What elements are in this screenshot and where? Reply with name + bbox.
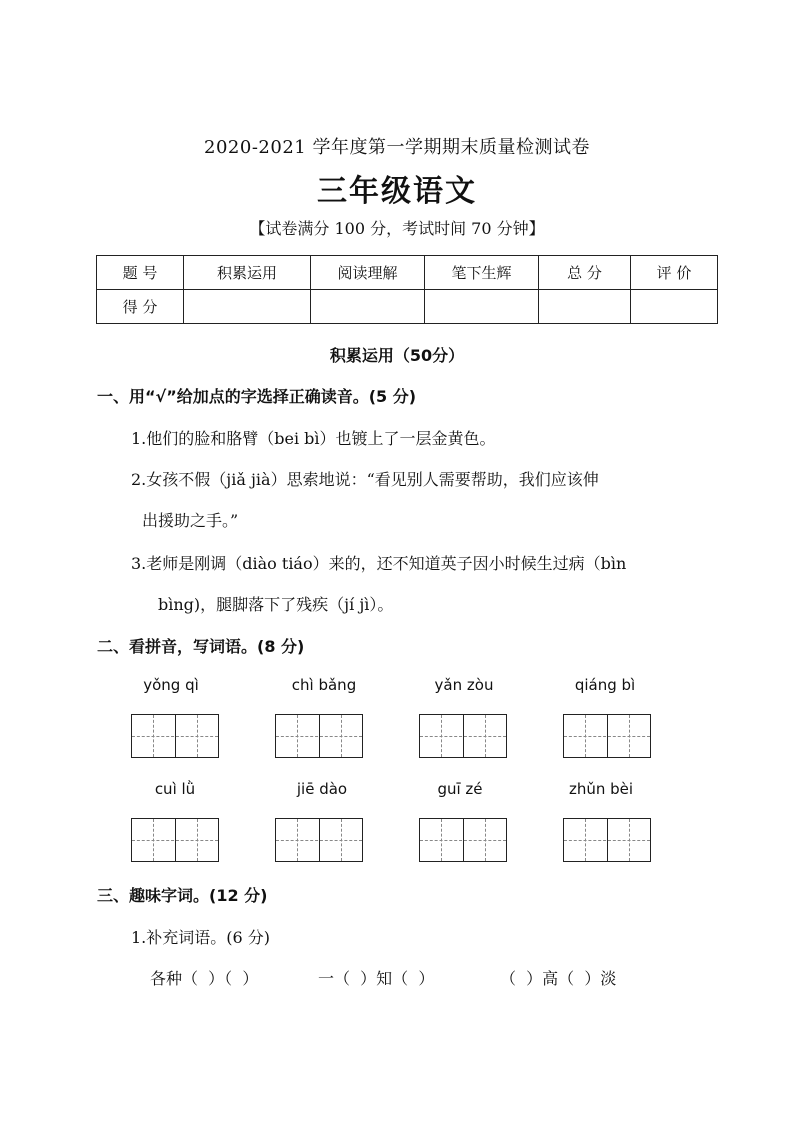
exam-note: 【试卷满分 100 分，考试时间 70 分钟】 bbox=[249, 219, 545, 238]
writing-grid[interactable] bbox=[563, 818, 651, 862]
pinyin-label: yǎn zòu bbox=[434, 676, 494, 694]
writing-grid[interactable] bbox=[131, 818, 219, 862]
question-1-item: 2.女孩不假（jiǎ jià）思索地说：“看见别人需要帮助，我们应该伸 bbox=[131, 470, 599, 489]
score-cell: 得 分 bbox=[97, 290, 184, 324]
score-input-cell[interactable] bbox=[311, 290, 425, 324]
score-cell: 题 号 bbox=[97, 256, 184, 290]
score-cell: 笔下生辉 bbox=[425, 256, 539, 290]
question-1-item: 3.老师是刚调（diào tiáo）来的，还不知道英子因小时候生过病（bìn bbox=[131, 554, 627, 573]
question-1-heading: 一、用“√”给加点的字选择正确读音。(5 分) bbox=[97, 387, 417, 406]
score-table-score-row bbox=[97, 290, 718, 324]
pinyin-label: jiē dào bbox=[296, 780, 348, 798]
question-1-item: 出援助之手。” bbox=[142, 511, 239, 530]
writing-grid[interactable] bbox=[419, 818, 507, 862]
pinyin-label: qiáng bì bbox=[574, 676, 636, 694]
writing-grid[interactable] bbox=[131, 714, 219, 758]
score-cell: 阅读理解 bbox=[311, 256, 425, 290]
exam-subject: 三年级语文 bbox=[317, 174, 477, 209]
fill-blank-item[interactable]: （ ）高（ ）淡 bbox=[500, 969, 617, 988]
fill-blank-item[interactable]: 一（ ）知（ ） bbox=[318, 969, 435, 988]
pinyin-label: zhǔn bèi bbox=[568, 780, 634, 798]
question-1-item: 1.他们的脸和胳臂（bei bì）也镀上了一层金黄色。 bbox=[131, 429, 496, 448]
pinyin-label: chì bǎng bbox=[291, 676, 357, 694]
score-cell: 总 分 bbox=[539, 256, 631, 290]
score-cell: 评 价 bbox=[631, 256, 718, 290]
score-cell: 积累运用 bbox=[184, 256, 311, 290]
score-input-cell[interactable] bbox=[631, 290, 718, 324]
writing-grid[interactable] bbox=[563, 714, 651, 758]
score-input-cell[interactable] bbox=[184, 290, 311, 324]
question-2-heading: 二、看拼音，写词语。(8 分) bbox=[97, 637, 305, 656]
writing-grid[interactable] bbox=[275, 818, 363, 862]
pinyin-label: guī zé bbox=[437, 780, 483, 798]
fill-blank-item[interactable]: 各种（ ）（ ） bbox=[150, 969, 259, 988]
question-3-heading: 三、趣味字词。(12 分) bbox=[97, 886, 268, 905]
question-1-item: bìng)，腿脚落下了残疾（jí jì）。 bbox=[158, 595, 394, 614]
score-input-cell[interactable] bbox=[425, 290, 539, 324]
writing-grid[interactable] bbox=[419, 714, 507, 758]
score-table bbox=[96, 255, 718, 324]
writing-grid[interactable] bbox=[275, 714, 363, 758]
score-input-cell[interactable] bbox=[539, 290, 631, 324]
pinyin-label: cuì lǜ bbox=[154, 780, 196, 798]
section-heading: 积累运用（50分） bbox=[329, 346, 465, 365]
exam-title: 2020-2021 学年度第一学期期末质量检测试卷 bbox=[204, 137, 590, 158]
score-table-header-row bbox=[97, 256, 718, 290]
pinyin-label: yǒng qì bbox=[143, 676, 199, 694]
question-3-subheading: 1.补充词语。(6 分) bbox=[131, 928, 271, 947]
